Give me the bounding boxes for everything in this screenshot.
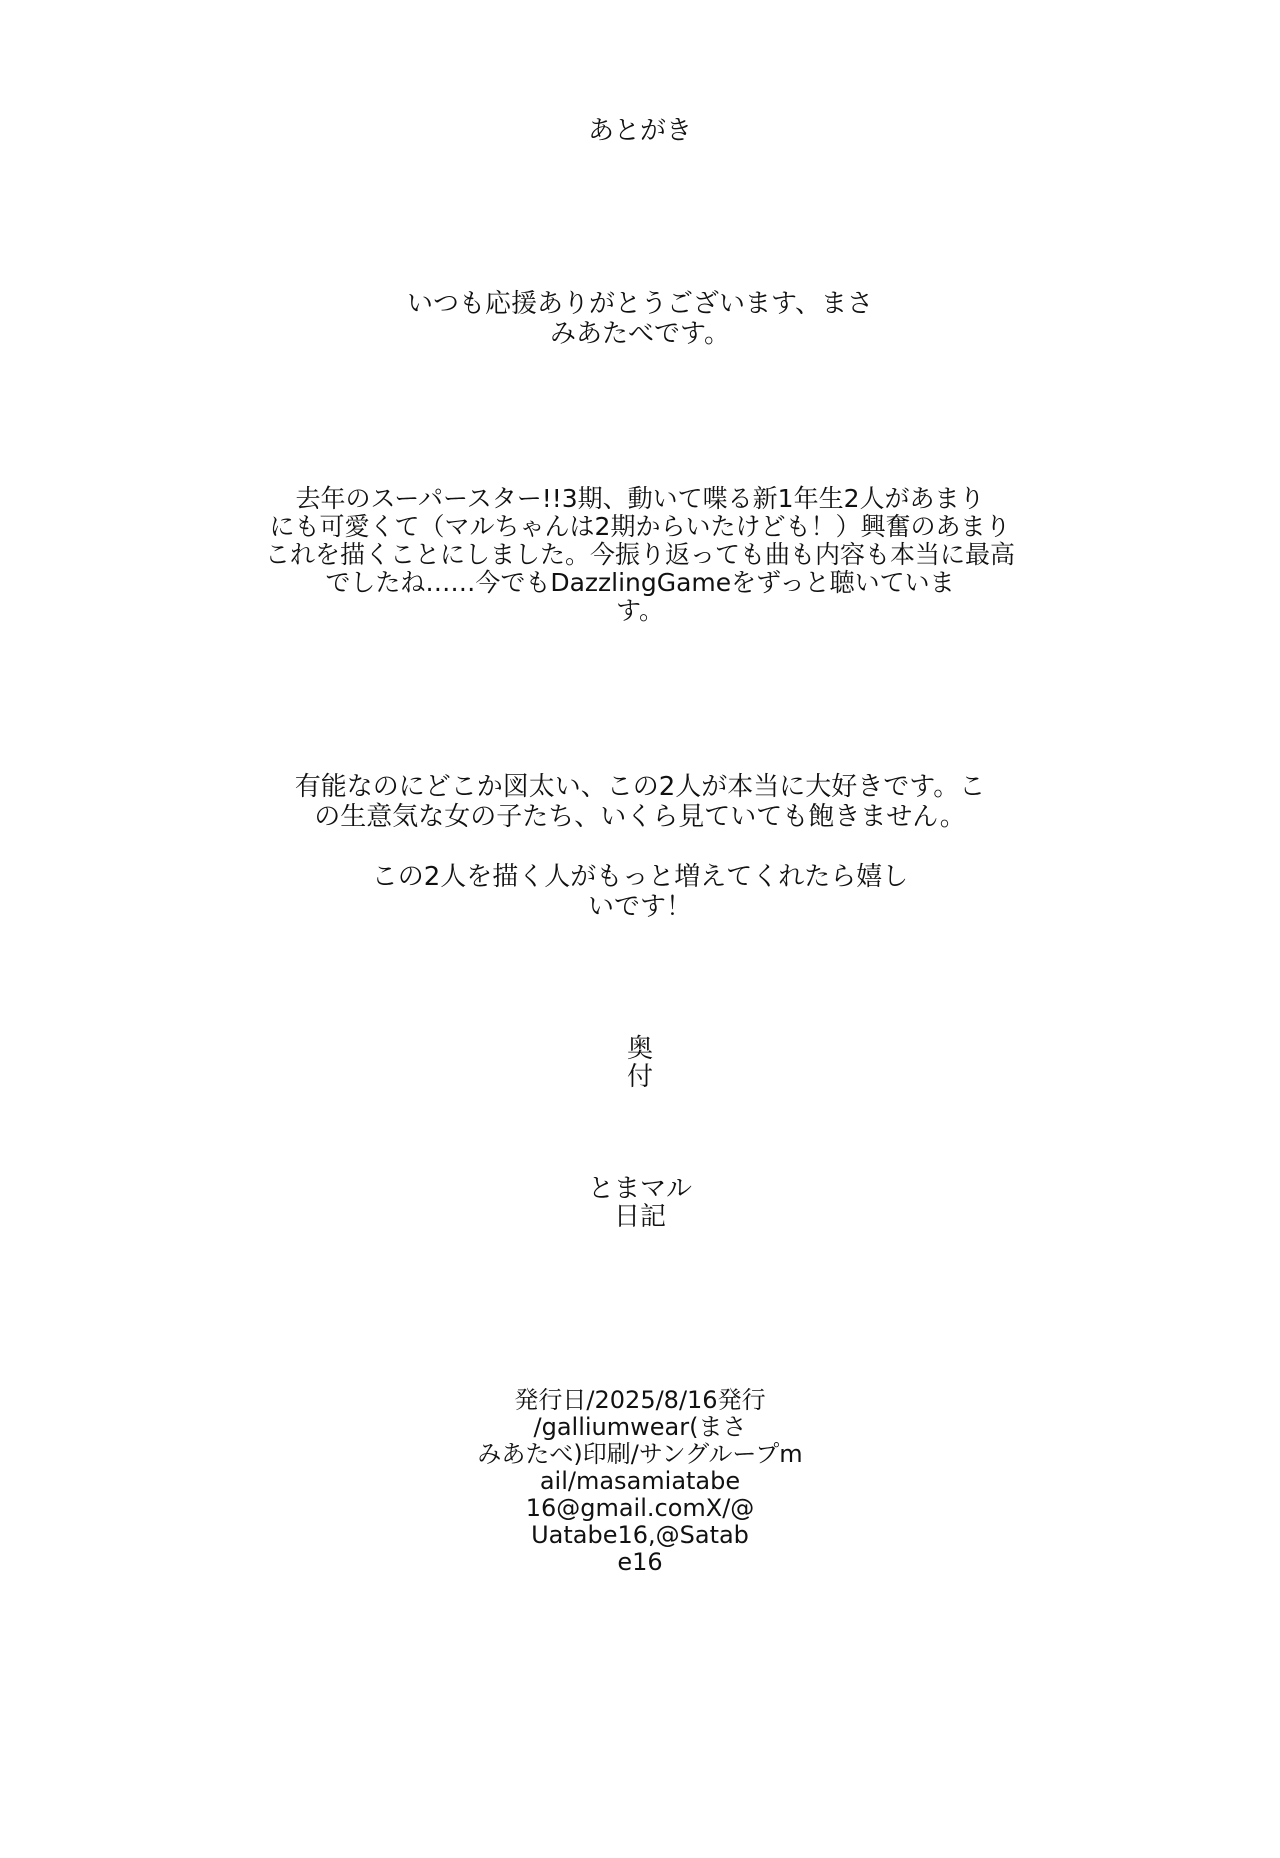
greeting-paragraph <box>0 289 1280 349</box>
colophon-heading <box>0 1035 1280 1091</box>
afterword-title-text: あとがき <box>587 116 692 146</box>
book-title-line: 日記 <box>613 1202 666 1232</box>
paragraph-line: 去年のスーパースター!!3期、動いて喋る新1年生2人があまり <box>295 484 985 513</box>
colophon-heading-char: 付 <box>626 1062 653 1092</box>
colophon-detail-line: /galliumwear(まさ <box>533 1413 747 1441</box>
paragraph-season3 <box>0 485 1280 625</box>
paragraph-line: にも可愛くて（マルちゃんは2期からいたけども！）興奮のあまり <box>269 512 1011 541</box>
paragraph-line: これを描くことにしました。今振り返っても曲も内容も本当に最高 <box>264 540 1015 569</box>
paragraph-closing <box>0 862 1280 922</box>
greeting-line: いつも応援ありがとうございます、まさ <box>407 289 873 319</box>
paragraph-line: この2人を描く人がもっと増えてくれたら嬉し <box>371 862 909 892</box>
afterword-title <box>0 118 1280 144</box>
colophon-detail-line: ail/masamiatabe <box>539 1467 741 1495</box>
colophon-detail-line: e16 <box>617 1548 663 1576</box>
book-title-line: とまマル <box>587 1174 692 1204</box>
colophon-detail-line: 発行日/2025/8/16発行 <box>514 1386 766 1414</box>
paragraph-line: の生意気な女の子たち、いくら見ていても飽きません。 <box>314 802 966 832</box>
book-title <box>0 1175 1280 1231</box>
paragraph-line: 有能なのにどこか図太い、この2人が本当に大好きです。こ <box>294 772 986 802</box>
greeting-line: みあたべです。 <box>550 319 730 349</box>
paragraph-line: す。 <box>615 596 664 625</box>
paragraph-line: でしたね……今でもDazzlingGameをずっと聴いていま <box>325 568 955 597</box>
paragraph-line: いです！ <box>587 892 692 922</box>
paragraph-characters <box>0 772 1280 832</box>
colophon-details <box>0 1387 1280 1576</box>
colophon-detail-line: みあたべ)印刷/サングループm <box>477 1440 803 1468</box>
colophon-detail-line: Uatabe16,@Satab <box>531 1521 749 1549</box>
colophon-heading-char: 奥 <box>626 1034 653 1064</box>
colophon-detail-line: 16@gmail.comX/@ <box>525 1494 755 1522</box>
